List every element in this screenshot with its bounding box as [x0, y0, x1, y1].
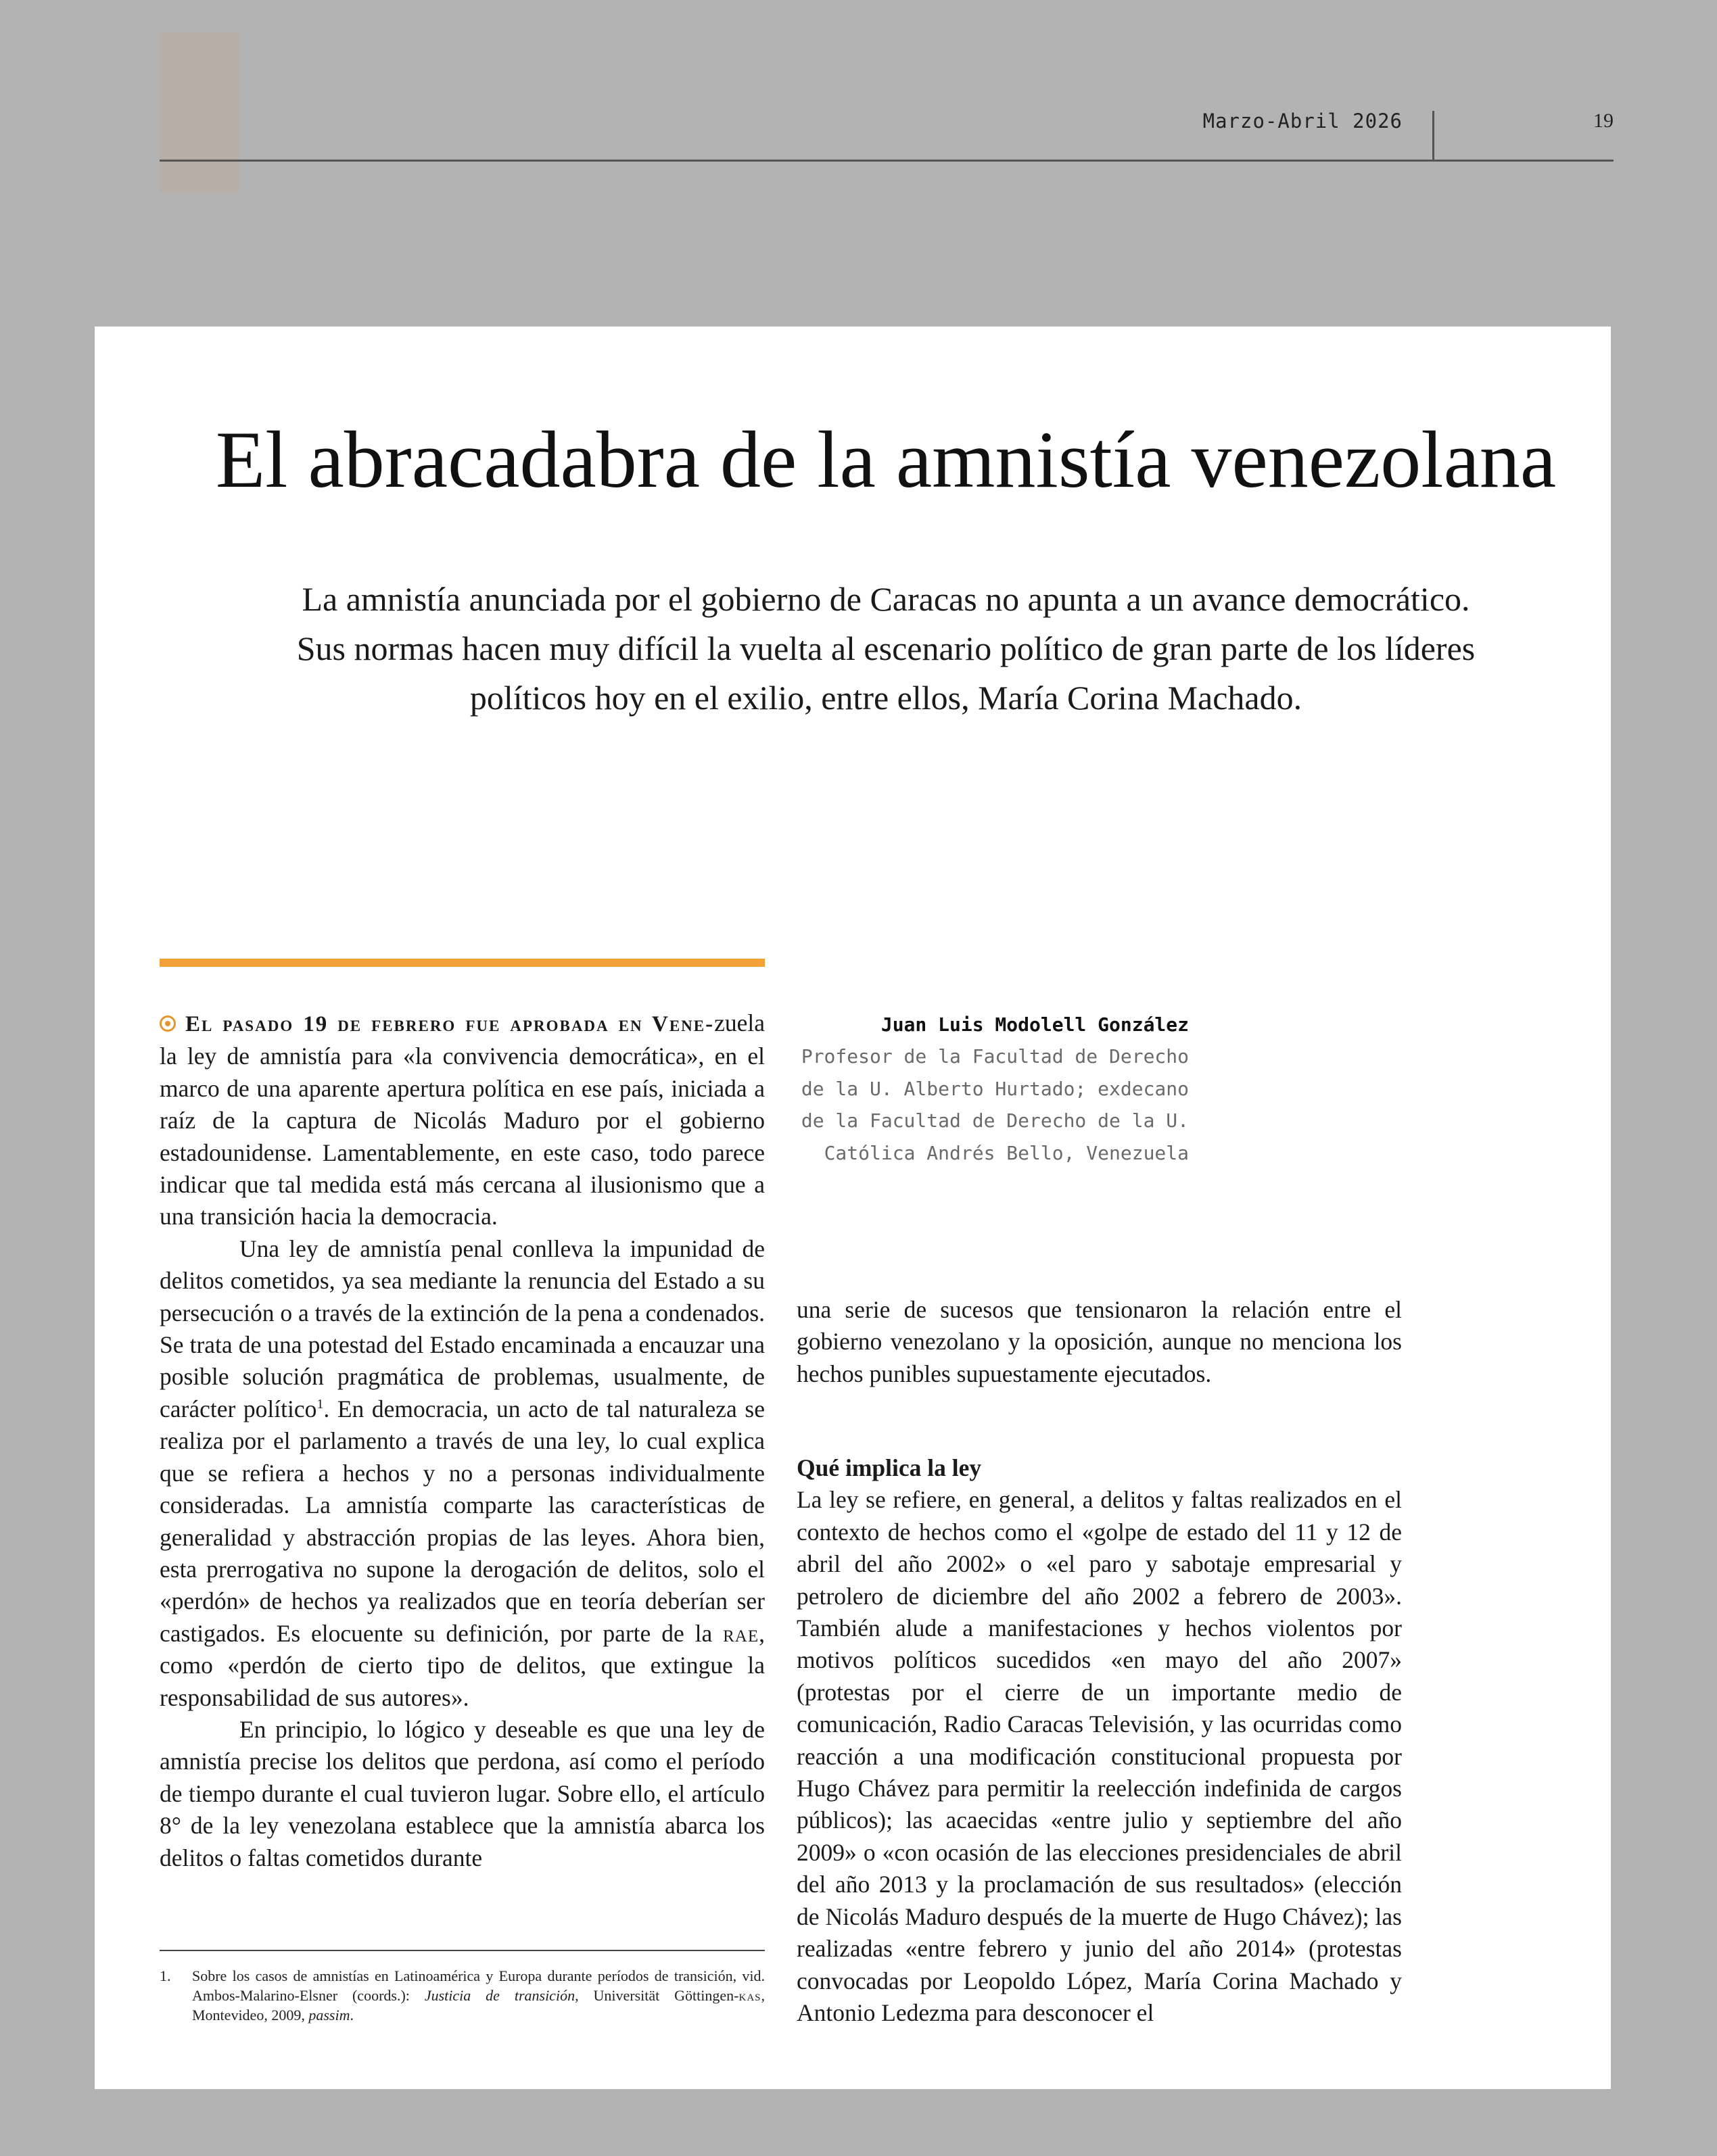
lead-in: El pasado 19 de febrero fue aprobada en Vene- — [185, 1012, 715, 1036]
issue-date: Marzo-Abril 2026 — [1202, 110, 1403, 133]
article-lede: La amnistía anunciada por el gobierno de Caracas no apunta a un avance democrático. Sus normas hacen muy difícil la vuelta al escenario político de gran parte de los líderes políticos hoy en el exilio, entre ellos, María Corina Machado. — [296, 580, 1476, 717]
footnote-text — [192, 1966, 765, 2025]
footnote-passim: passim — [308, 2007, 350, 2023]
author-credit — [797, 1009, 1189, 1169]
paragraph-1 — [160, 1007, 765, 1233]
header-separator — [1432, 111, 1434, 160]
footnote-text-b: , Universität Göttingen- — [575, 1987, 739, 2004]
corner-color-block — [160, 32, 239, 192]
footnote — [160, 1966, 765, 2025]
paragraph-4: La ley se refiere, en general, a delitos y faltas realizados en el contexto de hechos como el «golpe de estado del 11 y 12 de abril del año 2002» o «el paro y sabotaje empresarial y petrolero de diciembre del año 2002 a febrero de 2003». También alude a manifestaciones y hechos violentos por motivos políticos sucedidos «en mayo del año 2007» (protestas por el cierre de un importante medio de comunicación, Radio Caracas Televisión, y las ocurridas como reacción a una modificación constitucional propuesta por Hugo Chávez para permitir la reelección indefinida de cargos públicos); las acaecidas «entre julio y septiembre del año 2009» o «con ocasión de las elecciones presidenciales de abril del año 2013 y la proclamación de sus resultados» (elección de Nicolás Maduro después de la muerte de Hugo Chávez); las realizadas «entre febrero y junio del año 2014» (protestas convocadas por Leopoldo López, María Corina Machado y Antonio Ledezma para desconocer el — [797, 1486, 1402, 2026]
paragraph-2-text-a: Una ley de amnistía penal conlleva la impunidad de delitos cometidos, ya sea mediante la renuncia del Estado a su persecución o a través de la extinción de la pena a condenados. Se trata de una potestad del Estado encaminada a encauzar una posible solución pragmática de problemas, usualmente, de carácter político — [160, 1235, 766, 1422]
page-number: 19 — [1593, 110, 1614, 132]
body-column-left — [160, 1007, 765, 1874]
paragraph-1-text: zuela la ley de amnistía para «la convivencia democrática», en el marco de una aparente apertura política en ese país, iniciada a raíz de la captura de Nicolás Maduro por el gobierno estadounidense. Lamentablemente, en este caso, todo parece indicar que tal medida está más cercana al ilusionismo que a una transición hacia la democracia. — [160, 1009, 765, 1230]
section-heading: Qué implica la ley — [797, 1454, 982, 1481]
ornament-icon — [160, 1015, 176, 1032]
body-column-right — [797, 1452, 1402, 2029]
paragraph-2-text-c: , como «perdón de cierto tipo de delitos, que extingue la responsabilidad de sus autores». — [160, 1619, 765, 1711]
footnote-kas: kas — [738, 1987, 761, 2004]
rae-abbrev: rae — [723, 1619, 759, 1647]
footnote-number: 1. — [160, 1967, 171, 1984]
paragraph-2 — [160, 1233, 765, 1714]
footnote-title: Justicia de transición — [424, 1987, 575, 2004]
author-bio: Profesor de la Facultad de Derecho de la U. Alberto Hurtado; exdecano de la Facultad de Derecho de la U. Católica Andrés Bello, Venezuela — [801, 1045, 1189, 1164]
footnote-text-a: Sobre los casos de amnistías en Latinoamérica y Europa durante períodos de transición, vid. Ambos-Malarino-Elsner (coords.): — [192, 1967, 765, 2004]
accent-rule — [160, 959, 765, 967]
footnote-ref[interactable]: 1 — [316, 1397, 324, 1412]
author-name: Juan Luis Modolell González — [880, 1013, 1189, 1036]
paragraph-3-continued: una serie de sucesos que tensionaron la relación entre el gobierno venezolano y la oposición, aunque no menciona los hechos punibles supuestamente ejecutados. — [797, 1296, 1402, 1387]
footnote-text-c: , Montevideo, 2009, — [192, 1987, 765, 2023]
body-column-right-top — [797, 1294, 1402, 1390]
article-title: El abracadabra de la amnistía venezolana — [215, 414, 1557, 504]
footnote-text-d: . — [350, 2007, 354, 2023]
footnote-rule — [160, 1950, 765, 1951]
header-rule — [160, 160, 1614, 162]
paragraph-3: En principio, lo lógico y deseable es que una ley de amnistía precise los delitos que perdona, así como el período de tiempo durante el cual tuvieron lugar. Sobre ello, el artículo 8° de la ley venezolana establece que la amnistía abarca los delitos o faltas cometidos durante — [160, 1715, 765, 1871]
paragraph-2-text-b: . En democracia, un acto de tal naturaleza se realiza por el parlamento a través de una ley, lo cual explica que se refiera a hechos y no a personas individualmente consideradas. La amnistía comparte las características de generalidad y abstracción propias de las leyes. Ahora bien, esta prerrogativa no supone la derogación de delitos, solo el «perdón» de hechos ya realizados que en teoría deberían ser castigados. Es elocuente su definición, por parte de la — [160, 1395, 765, 1647]
